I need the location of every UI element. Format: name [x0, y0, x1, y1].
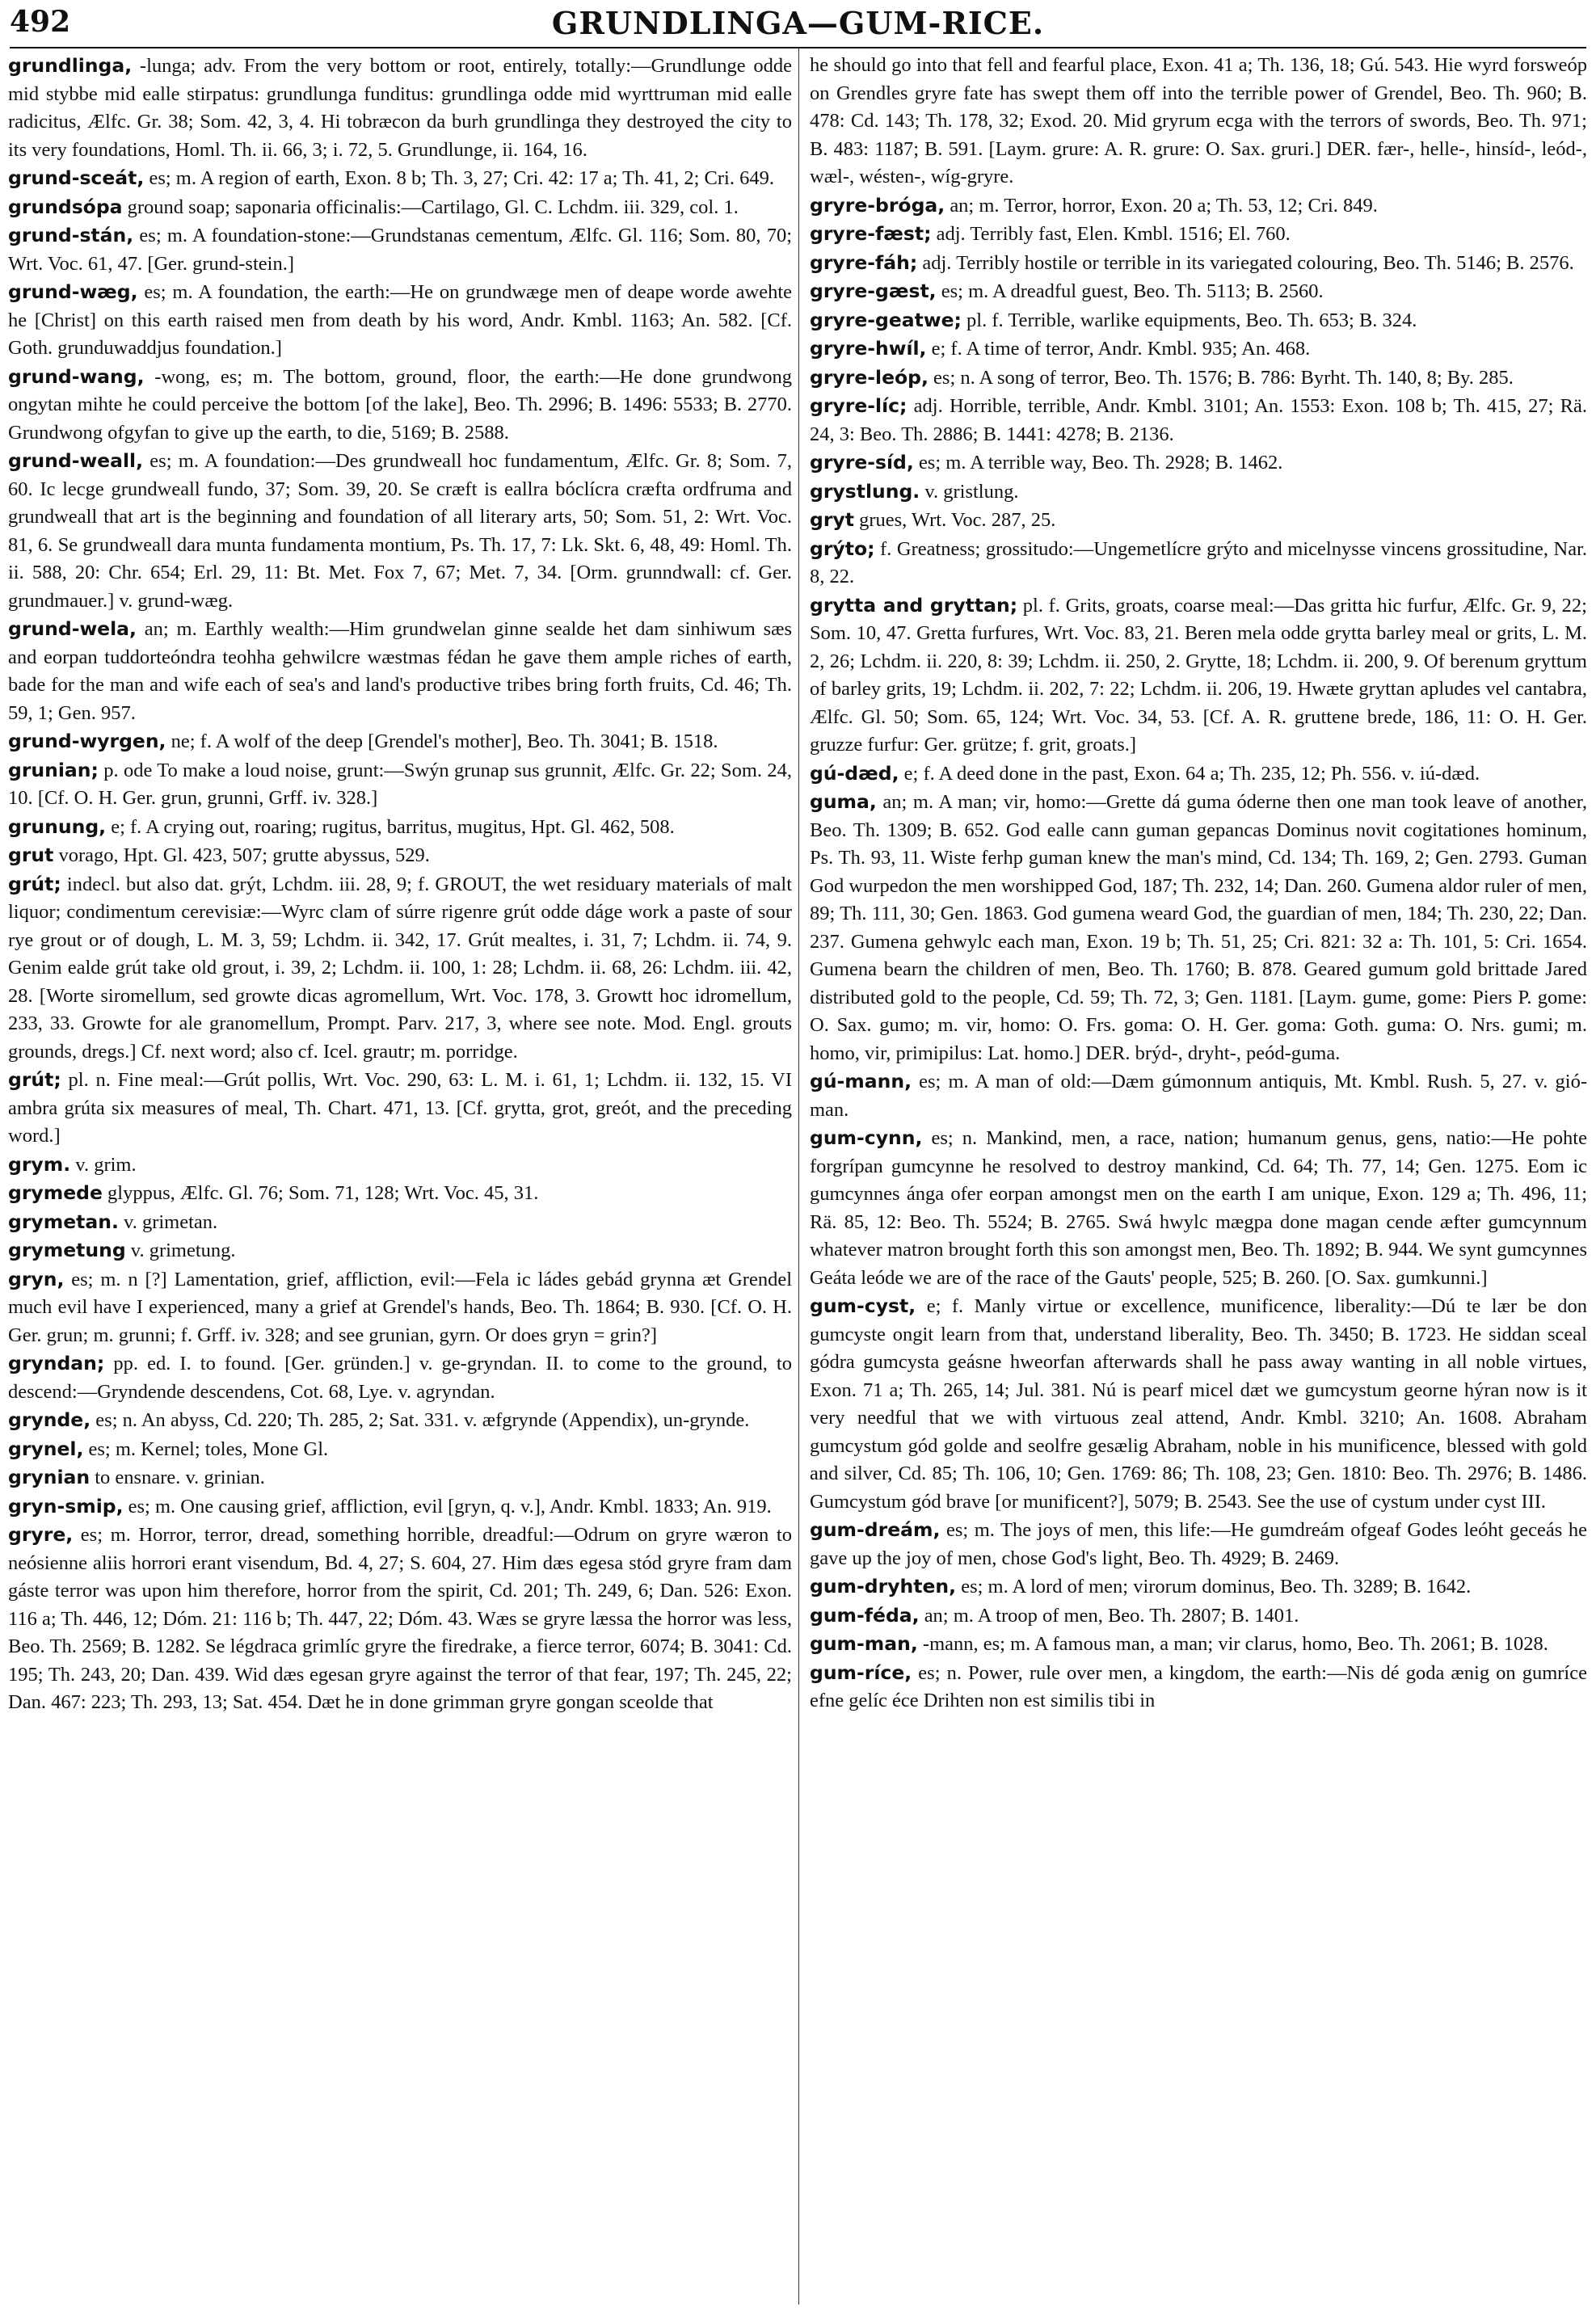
dictionary-entry: [810, 1292, 1587, 1516]
entry-headword: grund-wang,: [8, 364, 145, 388]
dictionary-entry: [8, 278, 792, 363]
entry-definition: ne; f. A wolf of the deep [Grendel's mother], Beo. Th. 3041; B. 1518.: [166, 730, 718, 752]
dictionary-entry: [810, 1659, 1587, 1715]
page-number: 492: [10, 5, 71, 39]
entry-definition: es; m. A lord of men; virorum dominus, Beo. Th. 3289; B. 1642.: [956, 1576, 1472, 1597]
entry-headword: grund-stán,: [8, 224, 134, 246]
column-divider: [798, 48, 799, 2305]
entry-headword: gryre-gæst,: [810, 280, 937, 302]
dictionary-entry: [8, 1406, 792, 1435]
dictionary-entry: [810, 506, 1587, 535]
dictionary-entry: [8, 363, 792, 448]
dictionary-entry: [8, 841, 792, 870]
dictionary-entry: [8, 447, 792, 615]
dictionary-entry: [810, 1067, 1587, 1124]
entry-headword: gryre-geatwe;: [810, 308, 962, 331]
entry-definition: -wong, es; m. The bottom, ground, floor, the earth:—He done grundwong ongytan mihte he could perceive the bottom [of the lake], Beo. Th. 2996; B. 1496: 5533; B. 2770. Grundwong ofgyfan to give up the earth, to die, 5169; B. 2588.: [8, 365, 792, 444]
dictionary-entry: [8, 1179, 792, 1208]
running-title: GRUNDLINGA—GUM-RICE.: [551, 5, 1045, 41]
entry-definition: v. grim.: [70, 1153, 137, 1176]
dictionary-entry: [810, 335, 1587, 364]
dictionary-entry: [8, 727, 792, 756]
entry-headword: gryre-hwíl,: [810, 337, 927, 360]
entry-definition: an; m. Earthly wealth:—Him grundwelan ginne sealde het dam sinhiwum sæs and eorpan tuddorteóndra teohha gehwilcre wæstmas fédan he gave them ample riches of earth, bade for the man and wife each of sea's and land's productive tribes bring forth fruits, Cd. 46; Th. 59, 1; Gen. 957.: [8, 618, 792, 724]
entry-definition: grues, Wrt. Voc. 287, 25.: [853, 509, 1056, 531]
entry-definition: ground soap; saponaria officinalis:—Cartilago, Gl. C. Lchdm. iii. 329, col. 1.: [122, 196, 739, 218]
entry-headword: gum-cyst,: [810, 1294, 916, 1317]
entry-definition: an; m. A troop of men, Beo. Th. 2807; B. 1401.: [919, 1604, 1299, 1627]
entry-headword: gú-mann,: [810, 1070, 912, 1092]
entry-headword: gryre-bróga,: [810, 193, 945, 217]
dictionary-entry: [810, 760, 1587, 789]
right-column: [810, 52, 1587, 2303]
entry-definition: pp. ed. I. to found. [Ger. gründen.] v. ge-gryndan. II. to come to the ground, to descend:—Gryndende descendens, Cot. 68, Lye. v. agryndan.: [8, 1353, 792, 1403]
dictionary-entry: [8, 1349, 792, 1406]
entry-headword: grynel,: [8, 1437, 84, 1460]
entry-definition: v. gristlung.: [920, 480, 1019, 503]
entry-definition: es; m. A foundation, the earth:—He on grundwæge men of deape worde awehte he [Christ] on this earth raised men from death by his word, Andr. Kmbl. 1163; An. 582. [Cf. Goth. grunduwaddjus foundation.]: [8, 281, 792, 359]
entry-definition: es; m. A dreadful guest, Beo. Th. 5113; B. 2560.: [936, 280, 1324, 302]
entry-definition: es; m. The joys of men, this life:—He gumdreám ofgeaf Godes leóht geceás he gave up the joy of men, chose God's light, Beo. Th. 4929; B. 2469.: [810, 1519, 1587, 1569]
entry-definition: -mann, es; m. A famous man, a man; vir clarus, homo, Beo. Th. 2061; B. 1028.: [917, 1633, 1548, 1655]
entry-definition: glyppus, Ælfc. Gl. 76; Som. 71, 128; Wrt. Voc. 45, 31.: [102, 1182, 539, 1204]
dictionary-entry: [810, 52, 1587, 192]
entry-headword: gryndan;: [8, 1352, 105, 1374]
entry-definition: pl. f. Grits, groats, coarse meal:—Das gritta hic furfur, Ælfc. Gr. 9, 22; Som. 10, 47. Gretta furfures, Wrt. Voc. 83, 21. Beren mela odde grytta barley meal or grits, L. M. 2, 26; Lchdm. ii. 220, 8: 39; Lchdm. ii. 250, 2. Grytte, 18; Lchdm. ii. 200, 9. Of berenum gryttum of barley grits, 19; Lchdm. ii. 202, 7: 22; Lchdm. ii. 206, 19. Hwæte gryttan apludes vel cantabra, Ælfc. Gl. 50; Som. 65, 124; Wrt. Voc. 34, 53. [Cf. A. R. gruttene brede, 186, 11: O. H. Ger. gruzze furfur: Ger. grütze; f. grit, groats.]: [810, 594, 1587, 756]
entry-definition: adj. Horrible, terrible, Andr. Kmbl. 3101; An. 1553: Exon. 108 b; Th. 415, 27; Rä. 24, 3: Beo. Th. 2886; B. 1441: 4278; B. 2136.: [810, 395, 1587, 445]
left-column: [8, 52, 792, 2303]
entry-definition: es; m. n [?] Lamentation, grief, affliction, evil:—Fela ic ládes gebád grynna æt Grendel much evil have I experienced, many a grief at Grendel's hands, Beo. Th. 1864; B. 930. [Cf. O. H. Ger. grun; m. grunni; f. Grff. iv. 328; and see grunian, gyrn. Or does gryn = grin?]: [8, 1268, 792, 1346]
entry-headword: grymetung: [8, 1239, 126, 1261]
entry-definition: to ensnare. v. grinian.: [90, 1467, 265, 1488]
entry-headword: gryre-fáh;: [810, 250, 918, 274]
dictionary-entry: [8, 1463, 792, 1492]
dictionary-entry: [8, 1236, 792, 1265]
dictionary-entry: [810, 249, 1587, 278]
entry-headword: grund-weall,: [8, 449, 143, 472]
entry-headword: grytta and gryttan;: [810, 593, 1018, 617]
entry-definition: es; n. An abyss, Cd. 220; Th. 285, 2; Sat. 331. v. æfgrynde (Appendix), un-grynde.: [91, 1409, 750, 1431]
dictionary-entry: [8, 1492, 792, 1522]
entry-headword: gum-féda,: [810, 1603, 920, 1627]
dictionary-entry: [810, 192, 1587, 221]
dictionary-entry: [8, 193, 792, 222]
entry-headword: grunung,: [8, 815, 107, 838]
entry-headword: grymetan.: [8, 1210, 119, 1233]
dictionary-entry: [810, 478, 1587, 507]
dictionary-entry: [810, 1516, 1587, 1572]
dictionary-entry: [810, 591, 1587, 760]
entry-definition: e; f. Manly virtue or excellence, munificence, liberality:—Dú te lær be don gumcyste ongit learn from that, understand liberality, Beo. Th. 3450; B. 1723. He siddan sceal gódra gumcysta geásne hweorfan afterwards shall he pass away wanting in all noble virtues, Exon. 71 a; Th. 265, 14; Jul. 381. Nú is pearf micel dæt we gumcystum georne hýran now is it very needful that we with virtuous zeal attend, Andr. Kmbl. 3210; An. 1608. Abraham gumcystum gód golde and seolfre gesælig Abraham, noble in his munificence, blessed with gold and silver, Cd. 85; Th. 106, 10; Gen. 1769: 86; Th. 108, 23; Gen. 1810: Beo. Th. 2976; B. 1486. Gumcystum gód brave [or munificent?], 5079; B. 2543. See the use of cystum under cyst III.: [810, 1295, 1587, 1513]
entry-definition: es; m. A terrible way, Beo. Th. 2928; B. 1462.: [913, 452, 1283, 474]
entry-definition: es; m. A man of old:—Dæm gúmonnum antiquis, Mt. Kmbl. Rush. 5, 27. v. gió-man.: [810, 1071, 1587, 1121]
entry-definition: he should go into that fell and fearful place, Exon. 41 a; Th. 136, 18; Gú. 543. Hie wyrd forsweóp on Grendles gryre fate has swept them off into the terrible power of Grendel, Beo. Th. 960; B. 478: Cd. 143; Th. 178, 32; Exod. 20. Mid gryrum ecga with the terrors of swords, Beo. Th. 971; B. 483: 1187; B. 591. [Laym. grure: A. R. grure: O. Sax. gruri.] DER. fær-, helle-, hinsíd-, leód-, wæl-, wésten-, wíg-gryre.: [810, 54, 1587, 187]
entry-definition: es; m. A region of earth, Exon. 8 b; Th. 3, 27; Cri. 42: 17 a; Th. 41, 2; Cri. 649.: [144, 167, 774, 189]
entry-headword: grut: [8, 844, 54, 866]
dictionary-entry: [8, 615, 792, 727]
entry-definition: e; f. A crying out, roaring; rugitus, barritus, mugitus, Hpt. Gl. 462, 508.: [106, 815, 675, 838]
entry-headword: gum-man,: [810, 1632, 918, 1655]
entry-headword: gum-dreám,: [810, 1518, 941, 1541]
dictionary-entry: [810, 448, 1587, 478]
dictionary-entry: [8, 813, 792, 842]
entry-headword: gryt: [810, 508, 854, 531]
entry-headword: grút;: [8, 872, 61, 895]
entry-headword: gryre,: [8, 1523, 74, 1546]
dictionary-entry: [8, 756, 792, 813]
entry-definition: e; f. A deed done in the past, Exon. 64 a; Th. 235, 12; Ph. 556. v. iú-dæd.: [899, 762, 1480, 785]
entry-definition: v. grimetung.: [125, 1240, 236, 1261]
entry-headword: grund-wela,: [8, 617, 137, 640]
entry-definition: pl. n. Fine meal:—Grút pollis, Wrt. Voc. 290, 63: L. M. i. 61, 1; Lchdm. ii. 132, 15. VI ambra grúta six measures of meal, Th. Chart. 471, 13. [Cf. grytta, grot, greót, and the preceding word.]: [8, 1069, 792, 1147]
dictionary-entry: [8, 1521, 792, 1717]
entry-definition: adj. Terribly fast, Elen. Kmbl. 1516; El. 760.: [931, 223, 1291, 245]
entry-definition: e; f. A time of terror, Andr. Kmbl. 935; An. 468.: [926, 338, 1311, 360]
entry-definition: pl. f. Terrible, warlike equipments, Beo. Th. 653; B. 324.: [961, 309, 1417, 331]
entry-headword: gryre-leóp,: [810, 365, 929, 389]
dictionary-entry: [8, 1208, 792, 1237]
entry-definition: es; n. Power, rule over men, a kingdom, the earth:—Nis dé goda ænig on gumríce efne gelíc éce Drihten non est similis tibi in: [810, 1661, 1587, 1711]
dictionary-entry: [8, 1151, 792, 1180]
entry-headword: grund-wyrgen,: [8, 730, 166, 752]
dictionary-entry: [810, 788, 1587, 1067]
entry-definition: es; n. A song of terror, Beo. Th. 1576; B. 786: Byrht. Th. 140, 8; By. 285.: [928, 366, 1514, 389]
entry-headword: gum-ríce,: [810, 1661, 912, 1684]
entry-headword: grymede: [8, 1181, 103, 1204]
entry-definition: indecl. but also dat. grýt, Lchdm. iii. 28, 9; f. GROUT, the wet residuary materials of malt liquor; condimentum cerevisiæ:—Wyrc clam of súrre rigenre grút odde dáge work a paste of sour rye grout or of dough, L. M. 3, 59; Lchdm. ii. 342, 17. Grút mealtes, i. 31, 7; Lchdm. ii. 74, 9. Genim ealde grút take old grout, i. 39, 2; Lchdm. ii. 100, 1: 28; Lchdm. ii. 68, 26: Lchdm. iii. 42, 28. [Worte siromellum, sed growte dicas agromellum, Wrt. Voc. 178, 3. Growtt hoc idromellum, 233, 33. Growte for ale granomellum, Prompt. Parv. 217, 3, where see note. Mod. Engl. grouts grounds, dregs.] Cf. next word; also cf. Icel. grautr; m. porridge.: [8, 873, 792, 1063]
entry-headword: grunian;: [8, 758, 99, 781]
entry-definition: es; m. A foundation-stone:—Grundstanas cementum, Ælfc. Gl. 116; Som. 80, 70; Wrt. Voc. 61, 47. [Ger. grund-stein.]: [8, 225, 792, 275]
dictionary-entry: [8, 221, 792, 278]
entry-headword: grynian: [8, 1466, 91, 1488]
entry-definition: vorago, Hpt. Gl. 423, 507; grutte abyssus, 529.: [53, 844, 430, 866]
entry-headword: gryn,: [8, 1267, 65, 1290]
dictionary-entry: [810, 306, 1587, 335]
dictionary-entry: [810, 1124, 1587, 1292]
entry-headword: grundsópa: [8, 195, 123, 218]
entry-definition: f. Greatness; grossitudo:—Ungemetlícre grýto and micelnysse vincens grossitudine, Nar. 8, 22.: [810, 537, 1587, 587]
entry-headword: guma,: [810, 790, 877, 813]
entry-headword: grund-sceát,: [8, 166, 145, 189]
entry-definition: p. ode To make a loud noise, grunt:—Swýn grunap sus grunnit, Ælfc. Gr. 22; Som. 24, 10. [Cf. O. H. Ger. grun, grunni, Grff. iv. 328.]: [8, 759, 792, 809]
entry-headword: grynde,: [8, 1408, 91, 1431]
entry-definition: adj. Terribly hostile or terrible in its variegated colouring, Beo. Th. 5146; B. 2576.: [917, 251, 1574, 274]
dictionary-entry: [810, 1602, 1587, 1631]
dictionary-entry: [8, 1435, 792, 1464]
entry-definition: -lunga; adv. From the very bottom or root, entirely, totally:—Grundlunge odde mid stybbe mid ealle stirpatus: grundlunga funditus: grundlinga odde mid wyrttruman mid ealle radicitus, Ælfc. Gr. 38; Som. 42, 3, 4. Hi tobræcon da burh grundlinga they destroyed the city to its very foundations, Homl. Th. ii. 66, 3; i. 72, 5. Grundlunge, ii. 164, 16.: [8, 55, 792, 161]
entry-definition: es; m. Kernel; toles, Mone Gl.: [83, 1438, 329, 1460]
entry-headword: gum-dryhten,: [810, 1575, 957, 1597]
entry-headword: gryre-líc;: [810, 394, 907, 417]
entry-definition: es; m. Horror, terror, dread, something horrible, dreadful:—Odrum on gryre wæron to neósienne aliis horrori erant visendum, Bd. 4, 27; S. 604, 27. Him dæs egesa stód gryre fram dam gáste terror was upon him therefore, horror from the spirit, Cd. 201; Th. 249, 6; Dan. 526: Exon. 116 a; Th. 446, 12; Dóm. 21: 116 b; Th. 447, 22; Dóm. 43. Wæs se gryre læssa the horror was less, Beo. Th. 2569; B. 1282. Se légdraca grimlíc gryre the firedrake, a fierce terror, 6074; B. 3041: Cd. 195; Th. 243, 20; Dan. 439. Wid dæs egesan gryre against the terror of that fear, 197; Th. 245, 22; Dan. 467: 223; Th. 293, 13; Sat. 454. Dæt he in done grimman gryre gongan sceolde that: [8, 1524, 792, 1713]
entry-headword: grym.: [8, 1152, 71, 1176]
entry-headword: gryre-fæst;: [810, 222, 932, 245]
dictionary-entry: [810, 1572, 1587, 1602]
entry-headword: grund-wæg,: [8, 280, 138, 303]
entry-headword: grystlung.: [810, 479, 920, 503]
dictionary-entry: [810, 364, 1587, 393]
dictionary-entry: [8, 1066, 792, 1151]
entry-definition: es; m. One causing grief, affliction, evil [gryn, q. v.], Andr. Kmbl. 1833; An. 919.: [123, 1495, 772, 1518]
entry-headword: grýto;: [810, 537, 875, 560]
entry-headword: grút;: [8, 1068, 61, 1091]
entry-headword: gum-cynn,: [810, 1126, 923, 1149]
entry-headword: gryn-smip,: [8, 1494, 124, 1518]
entry-headword: grundlinga,: [8, 54, 133, 77]
entry-headword: gryre-síd,: [810, 451, 914, 474]
entry-definition: v. grimetan.: [118, 1210, 218, 1233]
entry-definition: an; m. A man; vir, homo:—Grette dá guma óderne then one man took leave of another, Beo. Th. 1309; B. 652. God ealle cann guman gepancas Dominus novit cogitationes hominum, Ps. Th. 93, 11. Wiste ferhp guman knew the man's mind, Cd. 134; Th. 169, 2; Gen. 2793. Guman God wurpedon the men worshipped God, 187; Th. 232, 14; Dan. 260. Gumena aldor ruler of men, 89; Th. 111, 30; Gen. 1863. God gumena weard God, the guardian of men, 184; Th. 230, 22; Dan. 237. Gumena gehwylc each man, Exon. 19 b; Th. 51, 25; Cri. 821: 32 a: Th. 101, 5: Cri. 1654. Gumena bearn the children of men, Beo. Th. 1760; B. 878. Geared gumum gold brittade Jared distributed gold to the people, Cd. 59; Th. 72, 3; Gen. 1181. [Laym. gume, gome: Piers P. gome: O. Sax. gumo; m. vir, homo: O. Frs. goma: O. H. Ger. goma: Goth. guma: O. Nrs. gumi; m. homo, vir, primipilus: Lat. homo.] DER. brýd-, dryht-, peód-guma.: [810, 791, 1587, 1064]
dictionary-entry: [8, 52, 792, 164]
entry-headword: gú-dæd,: [810, 761, 899, 785]
dictionary-entry: [8, 870, 792, 1067]
dictionary-entry: [810, 1630, 1587, 1659]
entry-definition: es; m. A foundation:—Des grundweall hoc fundamentum, Ælfc. Gr. 8; Som. 7, 60. Ic lecge grundweall fundo, 37; Som. 39, 20. Se cræft is eallra bóclícra cræfta ordfruma and grundweall that art is the beginning and foundation of all literary arts, 50; Som. 51, 2: Wrt. Voc. 81, 6. Se grundweall dara munta fundamenta montium, Ps. Th. 17, 7: Lk. Skt. 6, 48, 49: Homl. Th. ii. 588, 20: Chr. 654; Erl. 29, 11: Bt. Met. Fox 7, 67; Met. 7, 34. [Orm. grunndwall: cf. Ger. grundmauer.] v. grund-wæg.: [8, 450, 792, 612]
dictionary-entry: [8, 164, 792, 193]
dictionary-entry: [810, 220, 1587, 249]
page-header: [10, 2, 1586, 48]
entry-definition: es; n. Mankind, men, a race, nation; humanum genus, gens, natio:—He pohte forgrípan gumcynne he resolved to destroy mankind, Cd. 64; Th. 77, 14; Gen. 1275. Eom ic gumcynnes ánga ofer eorpan amongst men on the earth I am unique, Exon. 129 a; Th. 496, 11; Rä. 85, 12: Beo. Th. 5524; B. 2765. Swá hwylc mægpa done magan cende æfter gumcynnum whatever matron brought forth this son amongst men, Beo. Th. 1892; B. 944. We synt gumcynnes Geáta leóde we are of the race of the Gauts' people, 525; B. 260. [O. Sax. gumkunni.]: [810, 1127, 1587, 1289]
entry-definition: an; m. Terror, horror, Exon. 20 a; Th. 53, 12; Cri. 849.: [945, 194, 1378, 217]
dictionary-entry: [810, 392, 1587, 448]
dictionary-entry: [810, 535, 1587, 591]
dictionary-entry: [810, 277, 1587, 306]
dictionary-entry: [8, 1265, 792, 1350]
